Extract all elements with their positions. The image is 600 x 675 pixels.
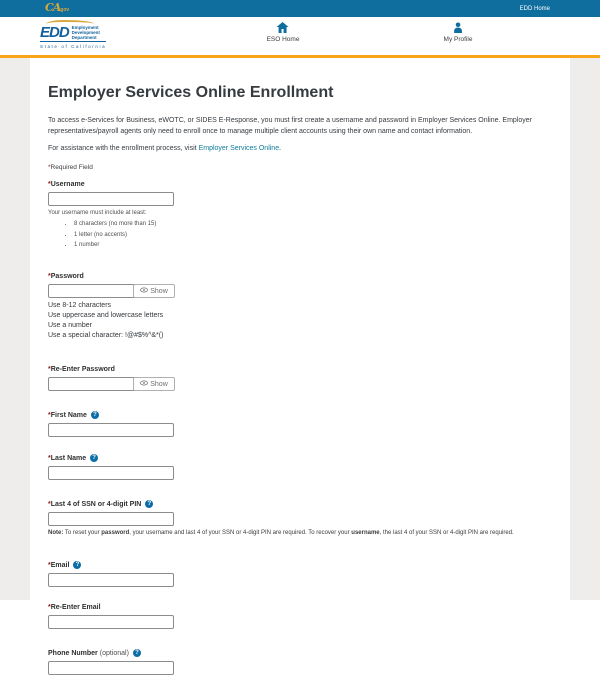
- required-asterisk: *: [48, 164, 51, 171]
- required-asterisk: *: [48, 500, 51, 508]
- username-label: [48, 181, 550, 188]
- ca-gov-logo-text: CA: [45, 0, 61, 14]
- ssn-pin-label-text: Last 4 of SSN or 4-digit PIN: [50, 500, 142, 508]
- phone-label-text: Phone Number: [48, 649, 98, 657]
- email-input[interactable]: [48, 573, 174, 587]
- edd-logo-department-lines: [72, 25, 100, 40]
- username-label-text: Username: [50, 181, 85, 188]
- password-rule: Use uppercase and lowercase letters: [48, 312, 164, 319]
- main-container: [30, 58, 570, 657]
- reenter-password-group: [48, 366, 550, 391]
- intro-paragraph: To access e-Services for Business, eWOTC, or SIDES E-Response, you must first create a username and password in Employer Services Online. Employer representatives/payroll agents only need to enroll once to manage multiple client accounts using their own name and contact information.: [48, 117, 532, 135]
- reenter-password-label-text: Re-Enter Password: [50, 366, 115, 373]
- ssn-pin-input[interactable]: [48, 512, 174, 526]
- username-hint-item: • 1 number: [74, 242, 550, 248]
- reenter-password-show-button[interactable]: [133, 377, 175, 391]
- phone-group: [48, 649, 550, 675]
- utility-bar: [0, 0, 600, 17]
- required-field-label: Required Field: [50, 164, 93, 171]
- required-asterisk: *: [48, 604, 51, 611]
- first-name-group: [48, 411, 550, 437]
- ca-gov-logo[interactable]: [45, 0, 69, 19]
- email-label-text: Email: [50, 561, 70, 569]
- ssn-pin-help-icon[interactable]: ?: [145, 500, 153, 508]
- ssn-pin-group: [48, 500, 550, 536]
- last-name-label-text: Last Name: [50, 454, 87, 462]
- reenter-email-label: [48, 604, 550, 611]
- assistance-text-suffix: .: [279, 145, 282, 152]
- note-bold: password: [101, 530, 130, 536]
- first-name-input[interactable]: [48, 423, 174, 437]
- nav-eso-home-label: ESO Home: [266, 36, 300, 43]
- edd-home-link[interactable]: EDD Home: [519, 5, 550, 12]
- password-show-button[interactable]: [133, 284, 175, 298]
- password-rule: Use 8-12 characters: [48, 302, 112, 309]
- username-hint-list: [64, 221, 550, 248]
- note-bold: username: [351, 530, 380, 536]
- employer-services-online-link[interactable]: Employer Services Online: [198, 145, 280, 152]
- username-hint-item: • 1 letter (no accents): [74, 232, 550, 238]
- edd-logo-line: Department: [71, 35, 97, 40]
- required-asterisk: *: [48, 454, 51, 462]
- required-field-note: [48, 164, 550, 171]
- username-input[interactable]: [48, 192, 174, 206]
- note-text: , your username and last 4 of your SSN or 4-digit PIN are required. To recover your: [129, 530, 352, 536]
- email-label: [48, 561, 550, 569]
- first-name-label: [48, 411, 550, 419]
- password-rules: [48, 301, 550, 341]
- eye-icon: [140, 380, 148, 388]
- required-asterisk: *: [48, 273, 51, 280]
- site-header: [0, 17, 600, 55]
- reenter-email-input[interactable]: [48, 615, 174, 629]
- last-name-input[interactable]: [48, 466, 174, 480]
- ca-gov-logo-suffix: gov: [60, 6, 70, 13]
- password-label: [48, 273, 550, 280]
- required-asterisk: *: [48, 366, 51, 373]
- note-bold: Note:: [48, 530, 64, 536]
- note-text: , the last 4 of your SSN or 4-digit PIN are required.: [379, 530, 514, 536]
- ssn-pin-note: [48, 530, 550, 536]
- required-asterisk: *: [48, 561, 51, 569]
- password-group: [48, 273, 550, 341]
- password-label-text: Password: [50, 273, 84, 280]
- password-rule: Use a number: [48, 322, 92, 329]
- first-name-label-text: First Name: [50, 411, 87, 419]
- phone-optional-suffix: (optional): [99, 649, 129, 657]
- username-hint-title: Your username must include at least:: [48, 210, 147, 216]
- page-title: Employer Services Online Enrollment: [48, 84, 334, 101]
- phone-input[interactable]: [48, 661, 174, 675]
- note-text: To reset your: [63, 530, 102, 536]
- required-asterisk: *: [48, 181, 51, 188]
- assistance-text: For assistance with the enrollment process, visit: [48, 145, 199, 152]
- nav-eso-home[interactable]: [267, 22, 300, 43]
- reenter-password-show-label: Show: [150, 380, 168, 388]
- person-icon: [453, 22, 464, 33]
- nav-my-profile-label: My Profile: [443, 36, 473, 43]
- edd-logo-acronym: EDD: [40, 24, 69, 41]
- phone-help-icon[interactable]: ?: [133, 649, 141, 657]
- nav-my-profile[interactable]: [444, 22, 473, 43]
- reenter-email-group: [48, 604, 550, 629]
- ssn-pin-label: [48, 500, 550, 508]
- username-group: [48, 181, 550, 248]
- reenter-email-label-text: Re-Enter Email: [50, 604, 101, 611]
- last-name-help-icon[interactable]: ?: [90, 454, 98, 462]
- edd-logo-line: Employment: [71, 25, 99, 30]
- required-asterisk: *: [48, 411, 51, 419]
- eye-icon: [140, 287, 148, 295]
- edd-logo[interactable]: [40, 20, 106, 49]
- reenter-password-label: [48, 366, 550, 373]
- edd-logo-line: Development: [71, 30, 100, 35]
- assistance-line: [48, 145, 550, 152]
- edd-logo-state-line: State of California: [40, 43, 107, 49]
- last-name-label: [48, 454, 550, 462]
- password-rule: Use a special character: !@#$%^&*(): [48, 332, 164, 339]
- content-background: [0, 58, 600, 657]
- first-name-help-icon[interactable]: ?: [91, 411, 99, 419]
- home-icon: [277, 22, 289, 33]
- email-group: [48, 561, 550, 587]
- password-show-label: Show: [150, 287, 168, 295]
- email-help-icon[interactable]: ?: [73, 561, 81, 569]
- last-name-group: [48, 454, 550, 480]
- phone-label: [48, 649, 550, 657]
- username-hint-item: • 8 characters (no more than 15): [74, 221, 550, 227]
